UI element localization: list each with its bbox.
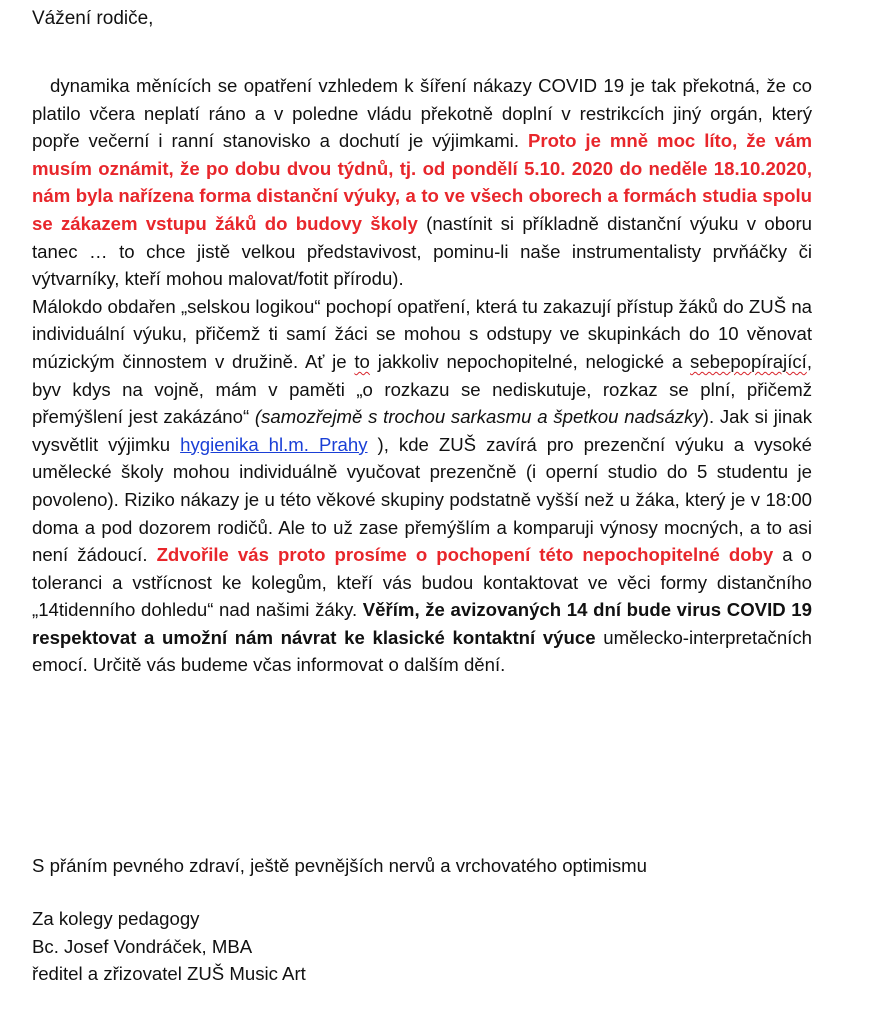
salutation: Vážení rodiče, [32,8,154,29]
signature-name: Bc. Josef Vondráček, MBA [32,935,253,957]
p2-italic-aside: (samozřejmě s trochou sarkasmu a špetkou nadsázky [254,406,703,428]
p2-bold-belief: Věřím, že avizovaných 14 dní bude virus COVID 19 respektovat a umožní nám návrat ke klasické kontaktní výuce [32,599,812,648]
hygienik-link[interactable]: hygienika hl.m. Prahy [180,433,368,455]
p2-text-6: a o toleranci a vstřícnost ke kolegům, kteří vás budou kontaktovat ve věci formy distančního „14tidenního dohledu“ nad našimi žáky. [32,544,813,621]
p1-text-1: dynamika měnících se opatření vzhledem k šíření nákazy COVID 19 je tak překotná, že co platilo včera neplatí ráno a v poledne vládu překotně doplní v restrikcích jiný orgán, který popře večerní i ranní stanovisko a dochutí je výjimkami. [32,75,812,152]
p2-text-4: ). Jak si jinak vysvětlit výjimku [32,406,812,455]
p2-word-to: to [354,350,370,372]
signature-line-1: Za kolegy pedagogy [32,908,200,929]
p2-red-request: Zdvořile vás proto prosíme o pochopení této nepochopitelné doby [156,544,774,566]
p1-red-announcement: Proto je mně moc líto, že vám musím oznámit, že po dobu dvou týdnů, tj. od pondělí 5.10. 2020 do neděle 18.10.2020, nám byla nařízena forma distanční výuky, a to ve všech oborech a formách studia spolu se zákazem vstupu žáků do budovy školy [32,130,812,234]
closing-wish: S přáním pevného zdraví, ještě pevnějších nervů a vrchovatého optimismu [32,855,647,876]
letter-body [32,72,812,679]
p2-text-1: Málokdo obdařen „selskou logikou“ pochopí opatření, která tu zakazují přístup žáků do ZUŠ na individuální výuku, přičemž ti samí žáci se mohou s odstupy ve skupinkách do 10 věnovat múzickým činnostem v družině. Ať je [32,295,812,372]
p2-text-3: , byv kdys na vojně, mám v paměti „o rozkazu se nediskutuje, rozkaz se plní, přičemž přemýšlení jest zakázáno“ [32,350,812,428]
p2-text-2: jakkoliv nepochopitelné, nelogické a [369,350,691,372]
p2-word-sebepopirajici: sebepopírající [690,350,807,372]
p2-text-5: ), kde ZUŠ zavírá pro prezenční výuku a vysoké umělecké školy mohou individuálně vyučovat prezenčně (i operní studio do 5 studentu je povoleno). Riziko nákazy je u této věkové skupiny podstatně vyšší než u žáka, který je v 18:00 doma a pod dozorem rodičů. Ale to už zase přemýšlím a komparuji výnosy mocných, a to asi není žádoucí. [32,433,813,566]
paragraph-1 [32,72,812,293]
signature-title: ředitel a zřizovatel ZUŠ Music Art [32,963,306,984]
p2-text-7: umělecko-interpretačních emocí. Určitě vás budeme včas informovat o dalším dění. [32,626,812,676]
paragraph-2 [32,293,812,679]
signature-block [32,905,306,988]
p1-text-2: (nastínit si příkladně distanční výuku v oboru tanec … to chce jistě velkou představivost, pominu-li naše instrumentalisty prvňáčky či výtvarníky, kteří mohou malovat/fotit přírodu). [32,212,812,290]
